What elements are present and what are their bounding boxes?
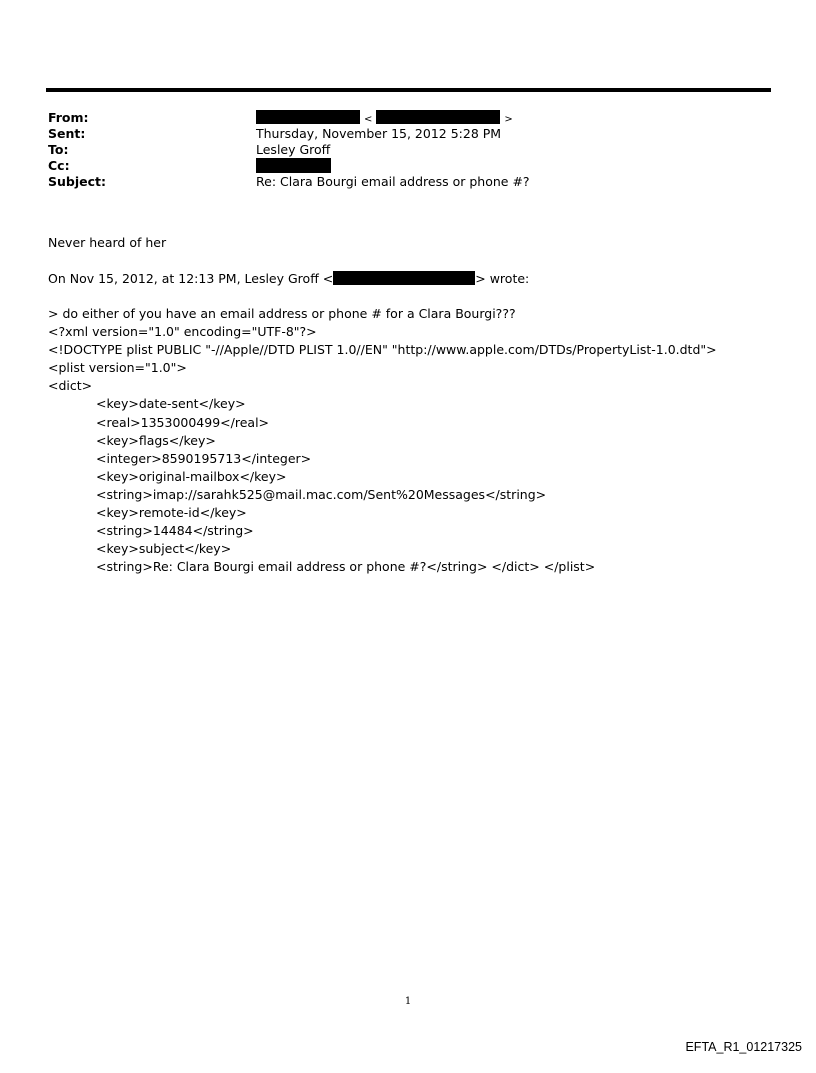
subject-row: [48, 174, 748, 190]
xml-line: <key>date-sent</key>: [96, 396, 246, 412]
subject-value: Re: Clara Bourgi email address or phone #?: [256, 174, 530, 189]
from-close-bracket: >: [504, 114, 513, 125]
xml-line: <string>14484</string>: [96, 523, 254, 539]
xml-line: <?xml version="1.0" encoding="UTF-8"?>: [48, 324, 317, 340]
quoted-message: [48, 305, 717, 576]
redaction-block: [256, 110, 360, 124]
sent-value: Thursday, November 15, 2012 5:28 PM: [256, 126, 502, 141]
xml-line: <string>imap://sarahk525@mail.mac.com/Sent%20Messages</string>: [96, 486, 547, 502]
header-rule: [46, 88, 771, 92]
xml-line: <integer>8590195713</integer>: [96, 450, 312, 466]
xml-line: <plist version="1.0">: [48, 360, 187, 376]
to-row: [48, 142, 748, 158]
redaction-block: [256, 158, 331, 173]
xml-line: <key>remote-id</key>: [96, 505, 247, 521]
cc-value: [256, 158, 331, 175]
sent-label: Sent:: [48, 126, 86, 141]
redaction-block: [333, 271, 475, 285]
redaction-block: [376, 110, 500, 124]
xml-line: <string>Re: Clara Bourgi email address or phone #?</string> </dict> </plist>: [96, 559, 596, 575]
quote-suffix: > wrote:: [475, 271, 530, 286]
xml-line: <key>original-mailbox</key>: [96, 468, 287, 484]
xml-line: <key>flags</key>: [96, 432, 216, 448]
to-label: To:: [48, 142, 69, 157]
xml-line: <real>1353000499</real>: [96, 414, 270, 430]
to-value: Lesley Groff: [256, 142, 331, 157]
xml-line: <key>subject</key>: [96, 541, 232, 557]
email-header: [48, 110, 748, 190]
page-number: 1: [404, 996, 412, 1007]
xml-line: <dict>: [48, 378, 93, 394]
cc-label: Cc:: [48, 158, 70, 173]
quoted-line: > do either of you have an email address or phone # for a Clara Bourgi???: [48, 306, 516, 321]
from-row: [48, 110, 748, 126]
document-id: EFTA_R1_01217325: [685, 1040, 802, 1054]
sent-row: [48, 126, 748, 142]
subject-label: Subject:: [48, 174, 106, 189]
xml-line: <!DOCTYPE plist PUBLIC "-//Apple//DTD PLIST 1.0//EN" "http://www.apple.com/DTDs/PropertyList-1.0.dtd">: [48, 342, 717, 358]
reply-text: Never heard of her: [48, 235, 167, 250]
from-open-bracket: <: [363, 114, 373, 125]
quote-prefix: On Nov 15, 2012, at 12:13 PM, Lesley Groff <: [48, 271, 334, 286]
from-label: From:: [48, 110, 89, 125]
cc-row: [48, 158, 748, 174]
quote-attribution: [48, 270, 529, 288]
